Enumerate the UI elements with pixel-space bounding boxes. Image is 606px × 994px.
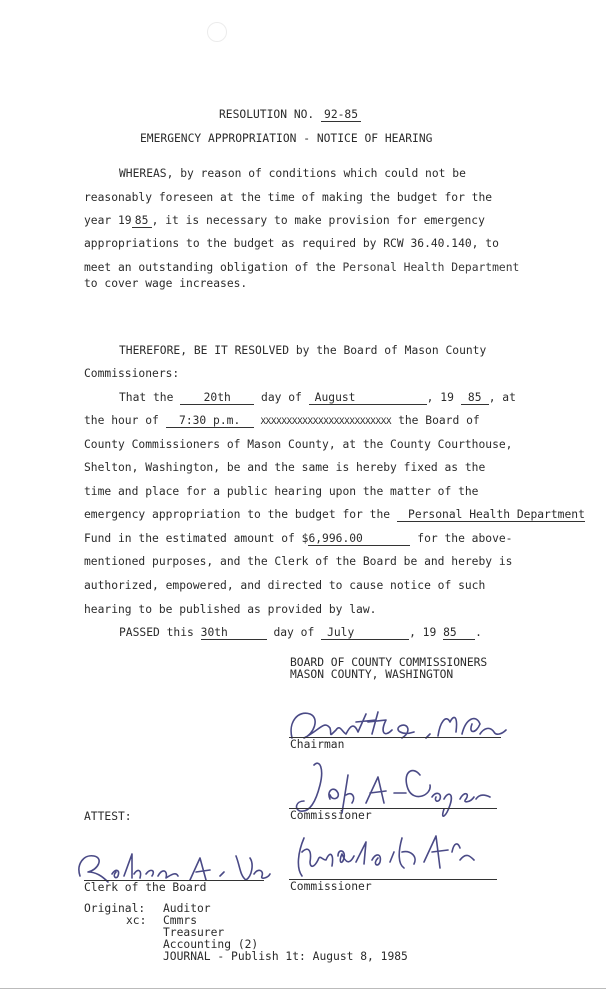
resolution-subtitle: EMERGENCY APPROPRIATION - NOTICE OF HEARING bbox=[140, 132, 433, 145]
whereas-line-1: WHEREAS, by reason of conditions which could not be bbox=[119, 167, 466, 180]
attest-label: ATTEST: bbox=[84, 810, 132, 823]
therefore-line-e: time and place for a public hearing upon the matter of the bbox=[84, 485, 479, 498]
passed-label: PASSED this bbox=[119, 626, 194, 639]
hearing-month: August bbox=[309, 391, 427, 405]
distribution-xc-item: Treasurer bbox=[163, 926, 225, 939]
passed-year: 85 bbox=[443, 626, 475, 640]
distribution-xc-label: xc: bbox=[126, 914, 147, 927]
therefore-line-c: County Commissioners of Mason County, at the County Courthouse, bbox=[84, 438, 513, 451]
therefore-line-1: THEREFORE, BE IT RESOLVED by the Board of Mason County bbox=[119, 344, 487, 357]
journal-date: August 8, 1985 bbox=[312, 950, 408, 963]
whereas-department: Personal Health Department bbox=[342, 261, 520, 274]
hour-of-text: the hour of bbox=[84, 414, 159, 427]
board-heading-2: MASON COUNTY, WASHINGTON bbox=[290, 668, 454, 681]
struck-out-text: XXXXXXXXXXXXXXXXXXXXXXXXX bbox=[260, 416, 392, 427]
whereas-line-6: to cover wage increases. bbox=[84, 277, 248, 290]
fund-amount-line bbox=[84, 532, 512, 546]
passed-day-of: day of bbox=[273, 626, 315, 639]
distribution-original-label: Original: bbox=[84, 902, 146, 915]
passed-century: , 19 bbox=[409, 626, 437, 639]
century-prefix: , 19 bbox=[426, 391, 454, 404]
commissioner-1-label: Commissioner bbox=[290, 809, 372, 822]
resolution-number: 92-85 bbox=[321, 108, 361, 122]
clerk-label: Clerk of the Board bbox=[84, 881, 207, 894]
fund-text: Fund in the estimated amount of $ bbox=[84, 532, 309, 545]
at-text: , at bbox=[488, 391, 516, 404]
appropriation-text: emergency appropriation to the budget for the bbox=[84, 508, 391, 521]
whereas-year: 85 bbox=[132, 214, 152, 228]
passed-line bbox=[119, 626, 482, 640]
resolution-label: RESOLUTION NO. bbox=[219, 108, 315, 121]
whereas-line-5 bbox=[84, 261, 519, 275]
therefore-line-2: Commissioners: bbox=[84, 367, 180, 380]
hearing-time-line bbox=[84, 414, 480, 429]
therefore-line-f bbox=[84, 508, 585, 522]
distribution-journal bbox=[163, 950, 408, 964]
therefore-line-d: Shelton, Washington, be and the same is hereby fixed as the bbox=[84, 461, 486, 474]
hearing-year: 85 bbox=[461, 391, 489, 405]
therefore-line-h: mentioned purposes, and the Clerk of the Board be and hereby is bbox=[84, 555, 513, 568]
hearing-date-line bbox=[119, 391, 516, 405]
distribution-xc-item: Cmmrs bbox=[163, 914, 198, 927]
hearing-time: 7:30 p.m. bbox=[166, 414, 254, 428]
passed-period: . bbox=[475, 626, 482, 639]
therefore-line-i: authorized, empowered, and directed to cause notice of such bbox=[84, 579, 486, 592]
that-the-text: That the bbox=[119, 391, 174, 404]
distribution-xc-item: Accounting (2) bbox=[163, 938, 259, 951]
chairman-label: Chairman bbox=[290, 738, 345, 751]
resolution-title bbox=[219, 108, 361, 122]
board-of-text: the Board of bbox=[398, 414, 480, 427]
journal-label: JOURNAL - Publish 1t: bbox=[163, 950, 306, 963]
board-heading-1: BOARD OF COUNTY COMMISSIONERS bbox=[290, 656, 488, 669]
whereas-line-2: reasonably foreseen at the time of making the budget for the bbox=[84, 191, 493, 204]
passed-month: July bbox=[321, 626, 409, 640]
fund-amount: 6,996.00 bbox=[308, 532, 410, 546]
whereas-year-prefix: year 19 bbox=[84, 214, 132, 227]
page-bottom-edge bbox=[0, 988, 606, 989]
distribution-original-value: Auditor bbox=[163, 902, 211, 915]
day-of-text: day of bbox=[261, 391, 302, 404]
whereas-obligation-text: meet an outstanding obligation of the bbox=[84, 261, 336, 274]
commissioner-2-label: Commissioner bbox=[290, 880, 372, 893]
for-above-text: for the above- bbox=[417, 532, 513, 545]
therefore-department: Personal Health Department bbox=[397, 508, 585, 522]
whereas-line-4: appropriations to the budget as required by RCW 36.40.140, to bbox=[84, 237, 499, 250]
whereas-line-3-rest: , it is necessary to make provision for emergency bbox=[151, 214, 485, 227]
therefore-line-j: hearing to be published as provided by law. bbox=[84, 603, 377, 616]
passed-day: 30th bbox=[201, 626, 267, 640]
commissioner-2-signature bbox=[290, 828, 490, 880]
punch-hole-mark bbox=[207, 22, 227, 42]
hearing-day: 20th bbox=[180, 391, 254, 405]
whereas-line-3 bbox=[84, 214, 485, 228]
